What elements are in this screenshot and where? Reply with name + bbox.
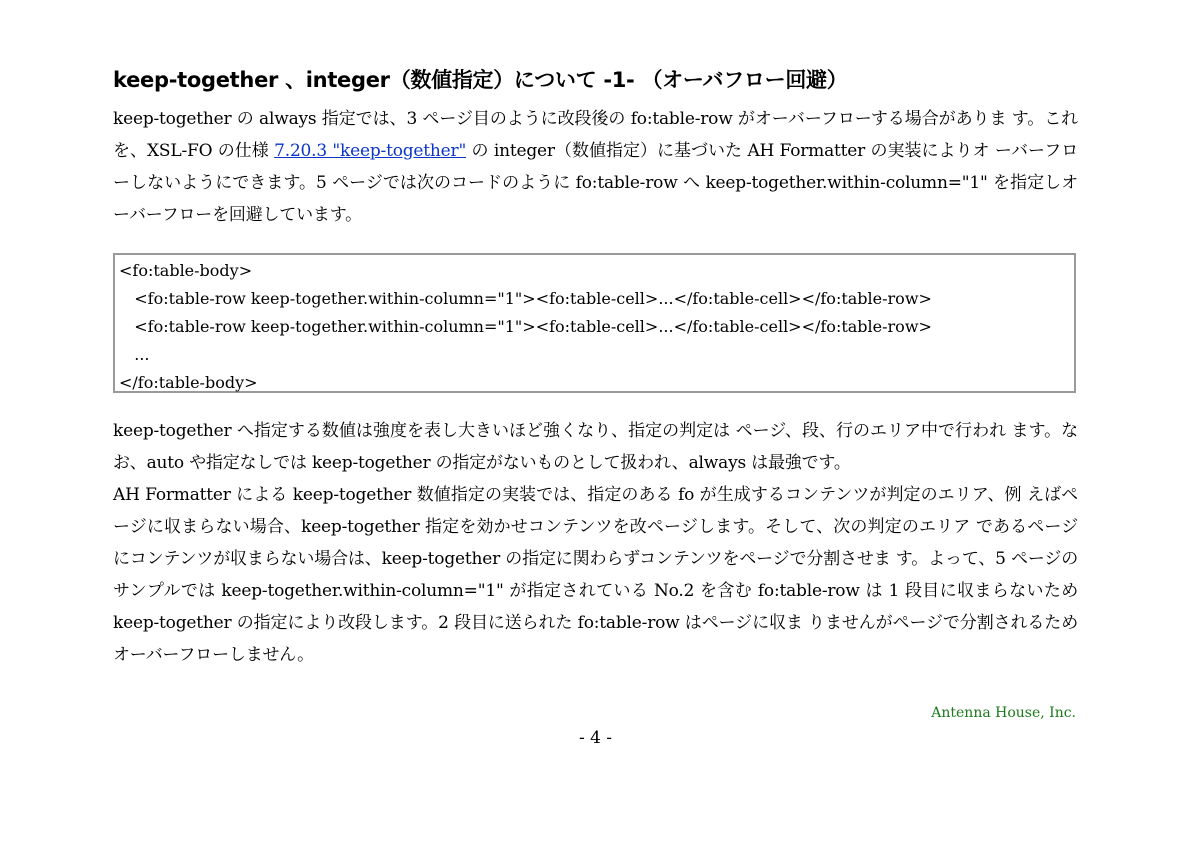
code-line: <fo:table-row keep-together.within-column="1"><fo:table-cell>...</fo:table-cell></fo:table-row> (119, 317, 932, 336)
code-line: </fo:table-body> (119, 373, 258, 392)
page-number: - 4 - (578, 728, 613, 748)
intro-text-2: の integer（数値指定）に基づいた AH Formatter の実装によりオ ーバーフローしないようにできます。5 ページでは次のコードのように fo:table-row へ keep-together.within-column="1" を指定しオーバーフローを回避しています。 (113, 141, 1078, 225)
code-line: <fo:table-body> (119, 261, 253, 280)
page-title: keep-together 、integer（数値指定）について -1- （オーバフロー回避） (113, 68, 848, 92)
code-line: <fo:table-row keep-together.within-column="1"><fo:table-cell>...</fo:table-cell></fo:table-row> (119, 289, 932, 308)
code-line: ... (119, 345, 150, 364)
company-name: Antenna House, Inc. (931, 705, 1076, 721)
code-block (113, 253, 1076, 393)
paragraph-strength: keep-together へ指定する数値は強度を表し大きいほど強くなり、指定の判定は ページ、段、行のエリア中で行われ ます。なお、auto や指定なしでは keep-together の指定がないものとして扱われ、always は最強です。 (113, 421, 1078, 473)
intro-text-1: keep-together の always 指定では、3 ページ目のように改段後の fo:table-row がオーバーフローする場合がありま す。これを、XSL-FO の仕様 (113, 109, 1078, 161)
paragraph-implementation: AH Formatter による keep-together 数値指定の実装では、指定のある fo が生成するコンテンツが判定のエリア、例 えばページに収まらない場合、keep-together 指定を効かせコンテンツを改ページします。そして、次の判定のエリア であるページにコンテンツが収まらない場合は、keep-together の指定に関わらずコンテンツをページで分割させま す。よって、5 ページのサンプルでは keep-together.within-column="1" が指定されている No.2 を含む fo:table-row は 1 段目に収まらないため keep-together の指定により改段します。2 段目に送られた fo:table-row はページに収ま りませんがページで分割されるためオーバーフローしません。 (113, 485, 1078, 665)
paragraph-intro (113, 103, 1078, 231)
spec-link[interactable]: 7.20.3 "keep-together" (274, 141, 467, 161)
